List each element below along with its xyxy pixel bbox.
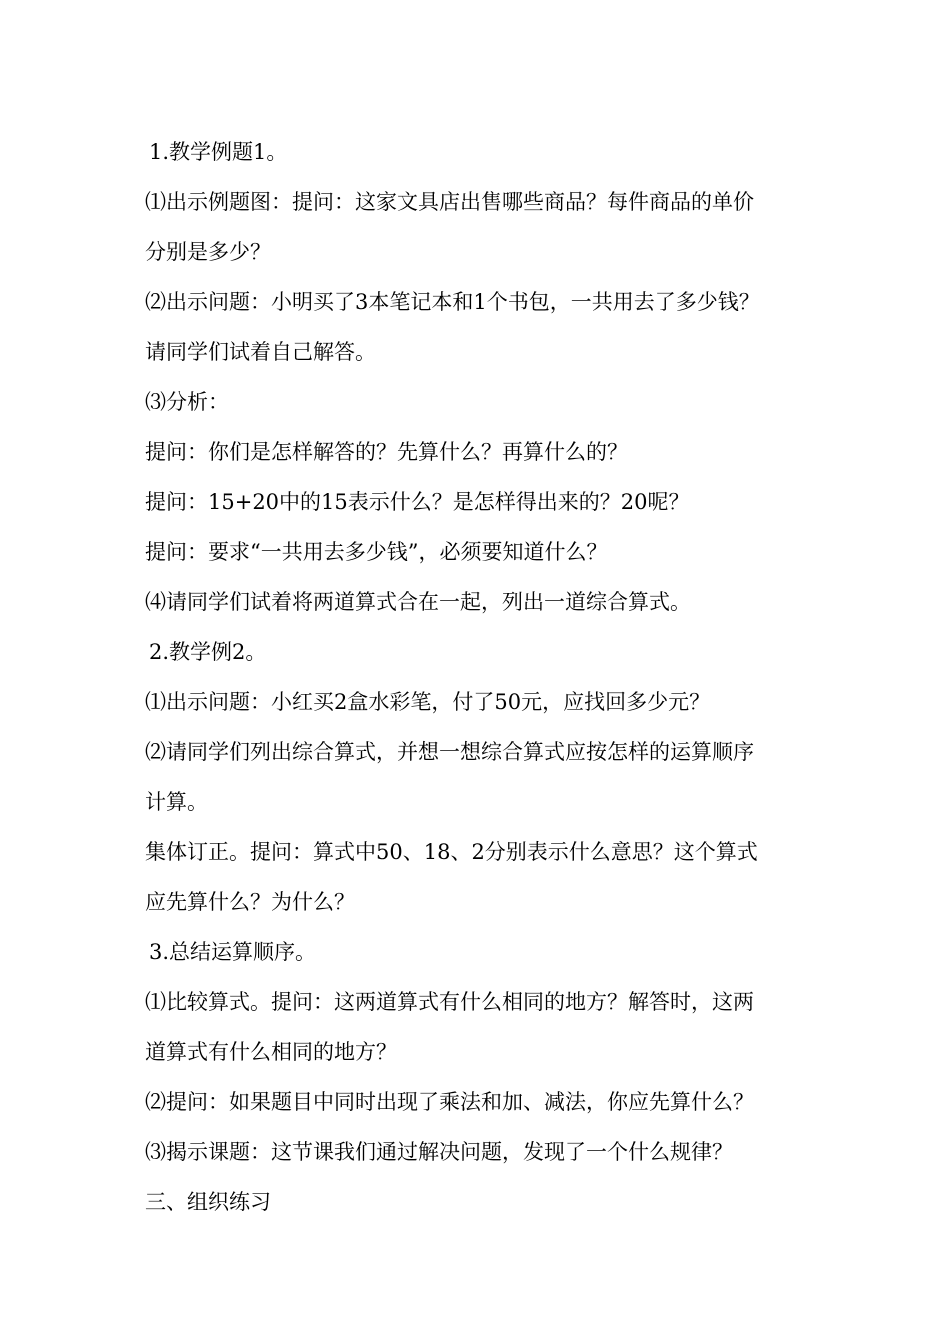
paragraph-line: ⑶分析： bbox=[145, 390, 229, 414]
section-heading-practice: 三、组织练习 bbox=[145, 1190, 271, 1214]
paragraph-line: ⑴出示例题图：提问：这家文具店出售哪些商品？每件商品的单价 bbox=[145, 190, 754, 214]
paragraph-line: 集体订正。提问：算式中50、18、2分别表示什么意思？这个算式 bbox=[145, 840, 758, 864]
paragraph-line: ⑶揭示课题：这节课我们通过解决问题，发现了一个什么规律？ bbox=[145, 1140, 733, 1164]
paragraph-line: 计算。 bbox=[145, 790, 208, 814]
section-heading-example-1: 1.教学例题1。 bbox=[149, 140, 288, 164]
paragraph-line: ⑵出示问题：小明买了3本笔记本和1个书包，一共用去了多少钱？ bbox=[145, 290, 760, 314]
paragraph-line: 分别是多少？ bbox=[145, 240, 271, 264]
section-heading-summary: 3.总结运算顺序。 bbox=[149, 940, 317, 964]
paragraph-line: ⑵提问：如果题目中同时出现了乘法和加、减法，你应先算什么？ bbox=[145, 1090, 754, 1114]
paragraph-line: ⑴比较算式。提问：这两道算式有什么相同的地方？解答时，这两 bbox=[145, 990, 754, 1014]
paragraph-line: 道算式有什么相同的地方？ bbox=[145, 1040, 397, 1064]
section-heading-example-2: 2.教学例2。 bbox=[149, 640, 267, 664]
paragraph-line: 提问：你们是怎样解答的？先算什么？再算什么的？ bbox=[145, 440, 628, 464]
paragraph-line: 提问：15+20中的15表示什么？是怎样得出来的？20呢？ bbox=[145, 490, 690, 514]
paragraph-line: ⑷请同学们试着将两道算式合在一起，列出一道综合算式。 bbox=[145, 590, 691, 614]
paragraph-line: ⑴出示问题：小红买2盒水彩笔，付了50元，应找回多少元？ bbox=[145, 690, 711, 714]
paragraph-line: 请同学们试着自己解答。 bbox=[145, 340, 376, 364]
paragraph-line: ⑵请同学们列出综合算式，并想一想综合算式应按怎样的运算顺序 bbox=[145, 740, 754, 764]
paragraph-line: 提问：要求“一共用去多少钱”，必须要知道什么？ bbox=[145, 540, 608, 564]
paragraph-line: 应先算什么？为什么？ bbox=[145, 890, 355, 914]
document-body bbox=[145, 127, 845, 1227]
